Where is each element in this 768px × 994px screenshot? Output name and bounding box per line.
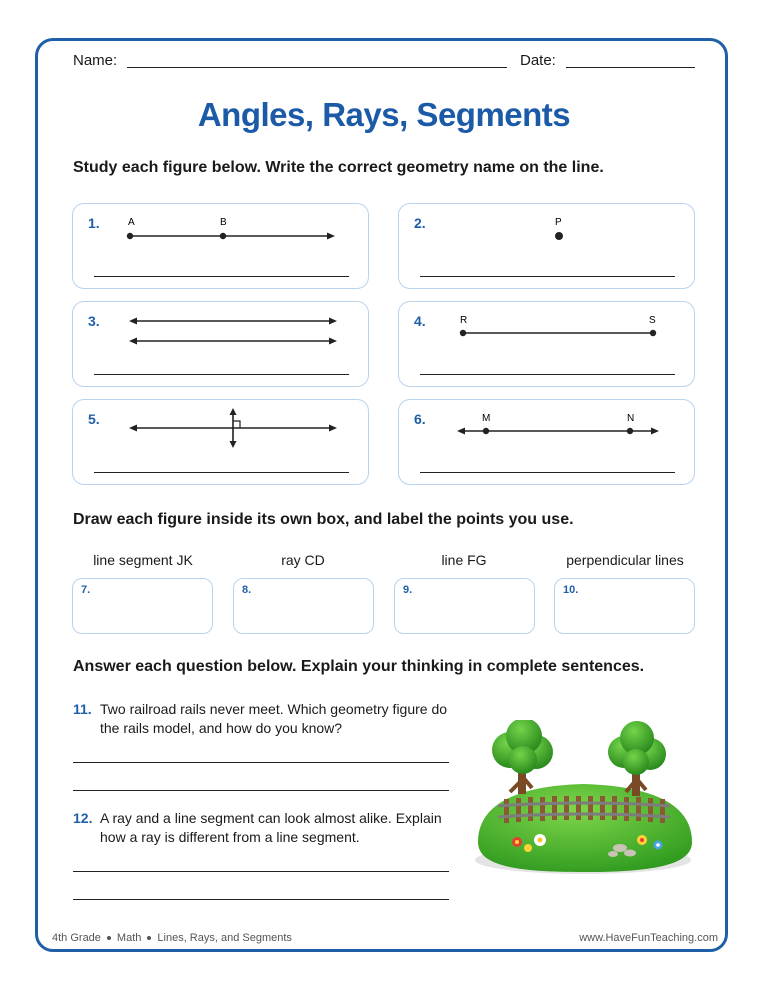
figure-box-4 (398, 301, 695, 387)
tree-icon (492, 720, 553, 794)
footer-meta (52, 932, 292, 944)
question-11 (73, 700, 453, 738)
point-n (627, 428, 633, 434)
answer-line[interactable] (94, 276, 349, 277)
figure-number: 4. (414, 313, 426, 329)
draw-number: 8. (242, 584, 252, 596)
answer-line[interactable] (94, 472, 349, 473)
footer-grade: 4th Grade (52, 932, 101, 944)
draw-label-7: line segment JK (93, 552, 193, 568)
answer-line[interactable] (420, 472, 675, 473)
page-title: Angles, Rays, Segments (197, 96, 571, 133)
draw-number: 9. (403, 584, 413, 596)
answer-line[interactable] (73, 899, 449, 900)
point-p (555, 232, 563, 240)
label-p: P (555, 217, 562, 228)
label-m: M (482, 413, 491, 424)
question-text: Two railroad rails never meet. Which geometry figure do the rails model, and how do you know? (100, 701, 448, 736)
label-a: A (128, 217, 135, 228)
figure-box-6 (398, 399, 695, 485)
label-b: B (220, 217, 227, 228)
footer-site[interactable]: www.HaveFunTeaching.com (579, 932, 718, 944)
question-text: A ray and a line segment can look almost alike. Explain how a ray is different from a line segment. (100, 810, 442, 845)
point-r (460, 330, 466, 336)
railroad-island-illustration (470, 720, 700, 880)
date-field[interactable] (566, 67, 695, 68)
answer-line[interactable] (73, 871, 449, 872)
figure-number: 6. (414, 411, 426, 427)
point-s (650, 330, 656, 336)
figure-box-5 (72, 399, 369, 485)
line-segment-figure (399, 302, 696, 388)
question-number: 11. (73, 701, 92, 717)
label-s: S (649, 315, 656, 326)
figure-box-2 (398, 203, 695, 289)
section1-instruction: Study each figure below. Write the correct geometry name on the line. (73, 159, 604, 176)
section2-instruction: Draw each figure inside its own box, and label the points you use. (73, 511, 574, 528)
parallel-lines-figure (73, 302, 370, 388)
draw-label-8: ray CD (281, 552, 325, 568)
point-b (220, 233, 226, 239)
section3-instruction: Answer each question below. Explain your thinking in complete sentences. (73, 658, 645, 675)
name-field[interactable] (127, 67, 507, 68)
answer-line[interactable] (73, 790, 449, 791)
draw-number: 10. (563, 584, 579, 596)
line-figure (399, 400, 696, 486)
figure-number: 2. (414, 215, 426, 231)
perpendicular-lines-figure (73, 400, 370, 486)
figure-box-1 (72, 203, 369, 289)
footer-subject: Math (116, 932, 142, 944)
answer-line[interactable] (420, 374, 675, 375)
answer-line[interactable] (420, 276, 675, 277)
draw-box-9[interactable] (394, 578, 535, 634)
point-figure (399, 204, 696, 290)
point-a (127, 233, 133, 239)
answer-line[interactable] (94, 374, 349, 375)
answer-line[interactable] (73, 762, 449, 763)
draw-label-9: line FG (441, 552, 487, 568)
tree-icon (608, 721, 666, 796)
name-label: Name: (73, 52, 118, 69)
ray-figure (73, 204, 370, 290)
label-r: R (460, 315, 468, 326)
question-12 (73, 809, 453, 847)
figure-box-3 (72, 301, 369, 387)
question-number: 12. (73, 810, 93, 826)
point-m (483, 428, 489, 434)
draw-box-10[interactable] (554, 578, 695, 634)
footer-topic: Lines, Rays, and Segments (157, 932, 292, 944)
draw-label-10: perpendicular lines (566, 552, 684, 568)
draw-number: 7. (81, 584, 91, 596)
draw-box-8[interactable] (233, 578, 374, 634)
label-n: N (627, 413, 635, 424)
date-label: Date: (520, 52, 556, 69)
figure-number: 3. (88, 313, 100, 329)
figure-number: 1. (88, 215, 100, 231)
draw-box-7[interactable] (72, 578, 213, 634)
figure-number: 5. (88, 411, 100, 427)
